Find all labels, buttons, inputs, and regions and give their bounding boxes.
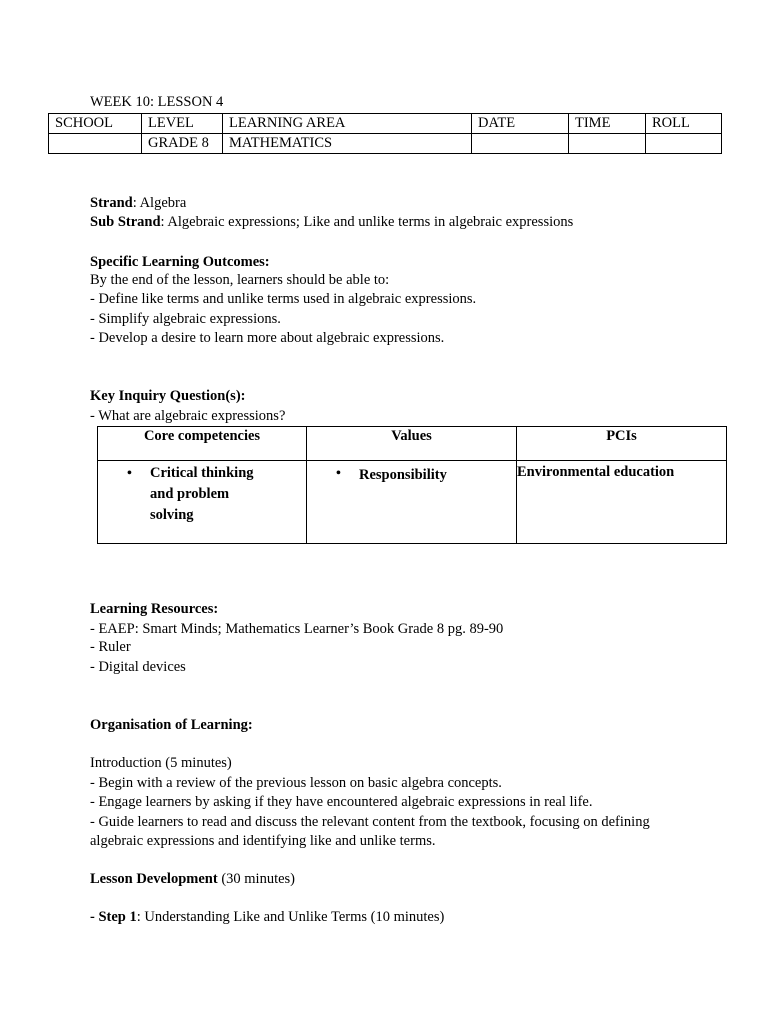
lesson-header-table xyxy=(48,113,722,154)
resources-heading-text: Learning Resources: xyxy=(90,601,219,617)
resource-item: - Ruler xyxy=(90,639,131,655)
introduction-item: - Begin with a review of the previous lesson on basic algebra concepts. xyxy=(90,775,502,791)
inquiry-item: - What are algebraic expressions? xyxy=(90,408,286,424)
core-competency-item: • Critical thinking and problem solving xyxy=(98,461,260,526)
value-cell-level: GRADE 8 xyxy=(142,134,223,154)
header-row xyxy=(49,114,722,134)
organisation-heading xyxy=(90,716,253,735)
competency-table xyxy=(97,426,727,544)
value-cell-school xyxy=(49,134,142,154)
header-cell-level: LEVEL xyxy=(142,114,223,134)
header-cell-school: SCHOOL xyxy=(49,114,142,134)
values-header: Values xyxy=(307,427,517,461)
pcis-cell xyxy=(517,461,727,544)
header-cell-learning-area: LEARNING AREA xyxy=(223,114,472,134)
header-cell-time: TIME xyxy=(569,114,646,134)
pci-item: Environmental education xyxy=(517,464,675,480)
lesson-development-duration: (30 minutes) xyxy=(217,871,296,887)
outcome-item: - Define like terms and unlike terms used in algebraic expressions. xyxy=(90,291,477,307)
value-row xyxy=(49,134,722,154)
organisation-heading-text: Organisation of Learning: xyxy=(90,717,253,733)
value-item: • Responsibility xyxy=(307,461,516,486)
outcome-item: - Simplify algebraic expressions. xyxy=(90,311,281,327)
week-lesson-title: WEEK 10: LESSON 4 xyxy=(90,94,224,110)
core-competency-cell xyxy=(98,461,307,544)
strand-label: Strand xyxy=(90,195,133,211)
inquiry-heading-text: Key Inquiry Question(s): xyxy=(90,388,246,404)
step1-line xyxy=(90,908,444,927)
step1-label: - Step 1 xyxy=(90,909,137,925)
strand-line xyxy=(90,194,186,213)
sub-strand-value: : Algebraic expressions; Like and unlike terms in algebraic expressions xyxy=(160,214,574,230)
value-cell-learning-area: MATHEMATICS xyxy=(223,134,472,154)
strand-value: : Algebra xyxy=(132,195,187,211)
resource-item: - EAEP: Smart Minds; Mathematics Learner’s Book Grade 8 pg. 89-90 xyxy=(90,621,504,637)
outcomes-heading-text: Specific Learning Outcomes: xyxy=(90,254,270,270)
header-cell-roll: ROLL xyxy=(646,114,722,134)
introduction-title: Introduction (5 minutes) xyxy=(90,755,232,771)
introduction-item: - Engage learners by asking if they have encountered algebraic expressions in real life. xyxy=(90,794,593,810)
sub-strand-line xyxy=(90,213,573,232)
competency-row xyxy=(98,461,727,544)
outcomes-intro: By the end of the lesson, learners should be able to: xyxy=(90,272,390,288)
resource-item: - Digital devices xyxy=(90,659,186,675)
inquiry-heading xyxy=(90,387,246,406)
value-cell-roll xyxy=(646,134,722,154)
lesson-development-label: Lesson Development xyxy=(90,871,218,887)
pcis-header: PCIs xyxy=(517,427,727,461)
outcome-item: - Develop a desire to learn more about algebraic expressions. xyxy=(90,330,445,346)
sub-strand-label: Sub Strand xyxy=(90,214,161,230)
resources-heading xyxy=(90,600,218,619)
value-cell-date xyxy=(472,134,569,154)
outcomes-heading xyxy=(90,253,270,272)
competency-header-row xyxy=(98,427,727,461)
step1-text: : Understanding Like and Unlike Terms (10 minutes) xyxy=(136,909,445,925)
lesson-development-line xyxy=(90,870,295,889)
header-cell-date: DATE xyxy=(472,114,569,134)
values-cell xyxy=(307,461,517,544)
introduction-item: - Guide learners to read and discuss the relevant content from the textbook, focusing on defining xyxy=(90,814,650,830)
core-competencies-header: Core competencies xyxy=(98,427,307,461)
introduction-item: algebraic expressions and identifying like and unlike terms. xyxy=(90,833,436,849)
value-cell-time xyxy=(569,134,646,154)
